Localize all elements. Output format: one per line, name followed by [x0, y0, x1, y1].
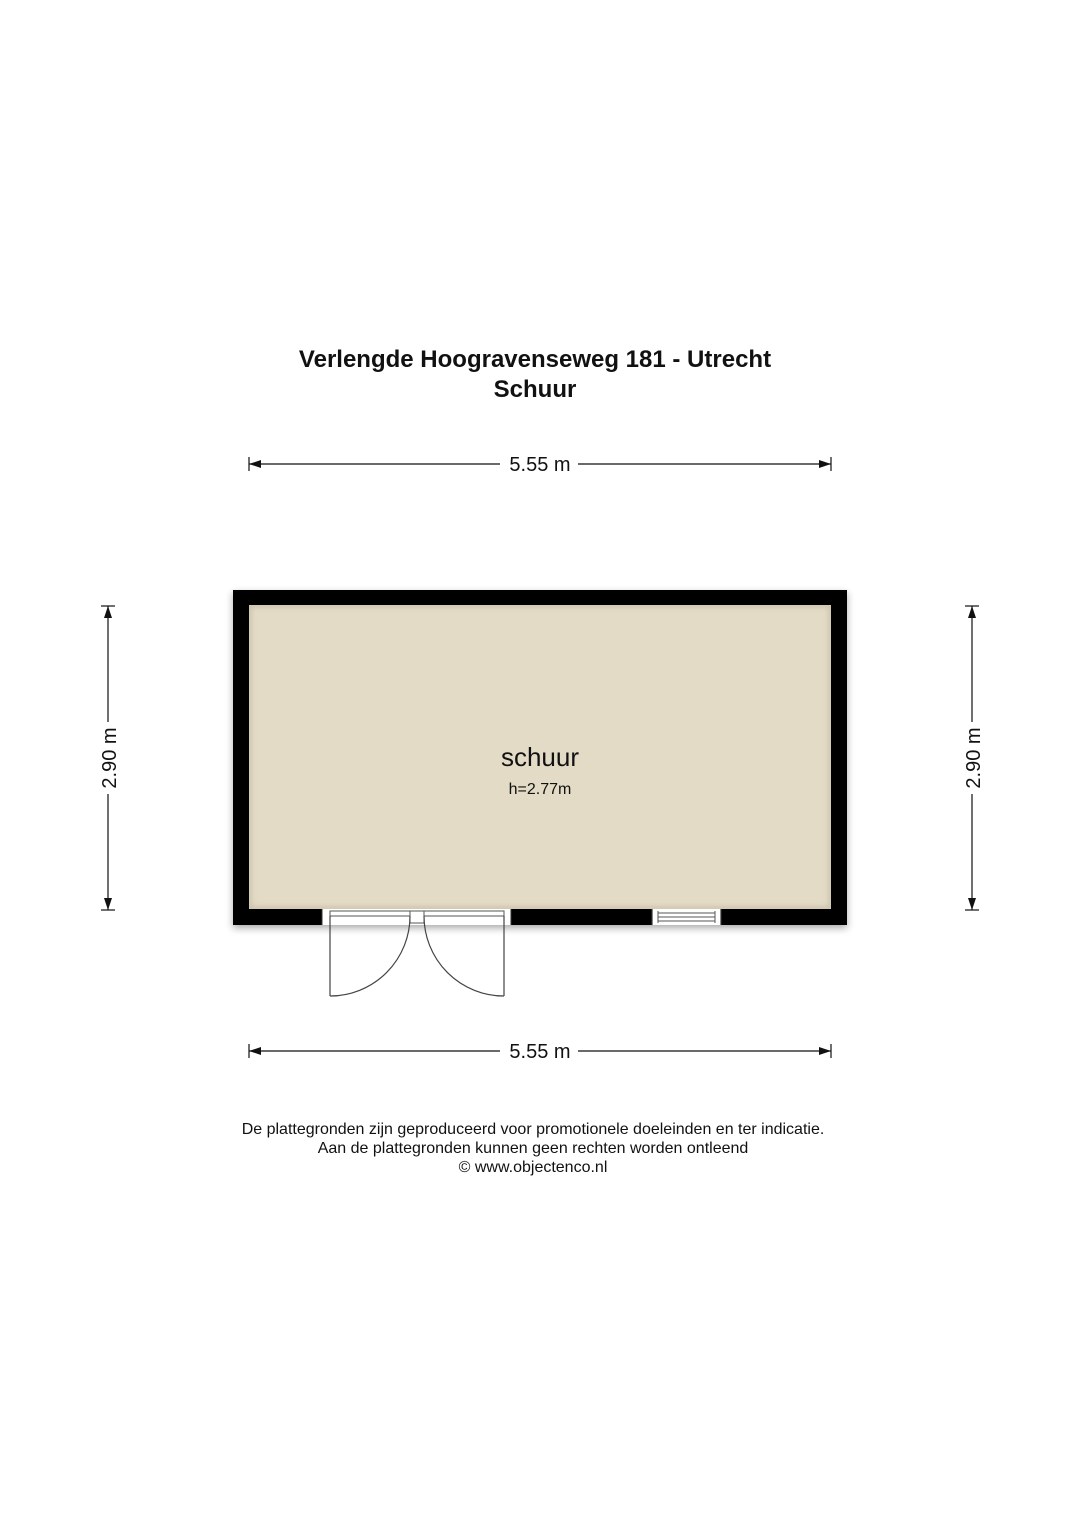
- dimension-right: [963, 606, 985, 910]
- dimension-top: [249, 454, 831, 476]
- arrow-right-icon: [819, 460, 831, 468]
- dimension-left-label: 2.90 m: [99, 727, 121, 789]
- disclaimer-line-2: Aan de plattegronden kunnen geen rechten worden ontleend: [317, 1140, 749, 1157]
- dimension-bottom: [249, 1041, 831, 1063]
- dimension-bottom-label: 5.55 m: [509, 1041, 571, 1063]
- copyright-line: © www.objectenco.nl: [458, 1159, 608, 1176]
- arrow-left-icon: [249, 1047, 261, 1055]
- plan-title: Verlengde Hoogravenseweg 181 - Utrecht: [298, 346, 772, 373]
- room-height: h=2.77m: [508, 781, 572, 798]
- dimension-right-label: 2.90 m: [963, 727, 985, 789]
- window: [652, 909, 721, 925]
- dimension-left: [99, 606, 121, 910]
- door-swing-right: [424, 916, 504, 996]
- room-name: schuur: [500, 742, 580, 772]
- double-door: [322, 909, 511, 996]
- arrow-up-icon: [104, 606, 112, 618]
- plan-subtitle: Schuur: [493, 376, 577, 403]
- dimension-top-label: 5.55 m: [509, 454, 571, 476]
- door-swing-left: [330, 916, 410, 996]
- room-schuur: [233, 590, 847, 996]
- arrow-down-icon: [104, 898, 112, 910]
- arrow-up-icon: [968, 606, 976, 618]
- arrow-left-icon: [249, 460, 261, 468]
- arrow-down-icon: [968, 898, 976, 910]
- disclaimer-line-1: De plattegronden zijn geproduceerd voor promotionele doeleinden en ter indicatie.: [241, 1121, 825, 1138]
- arrow-right-icon: [819, 1047, 831, 1055]
